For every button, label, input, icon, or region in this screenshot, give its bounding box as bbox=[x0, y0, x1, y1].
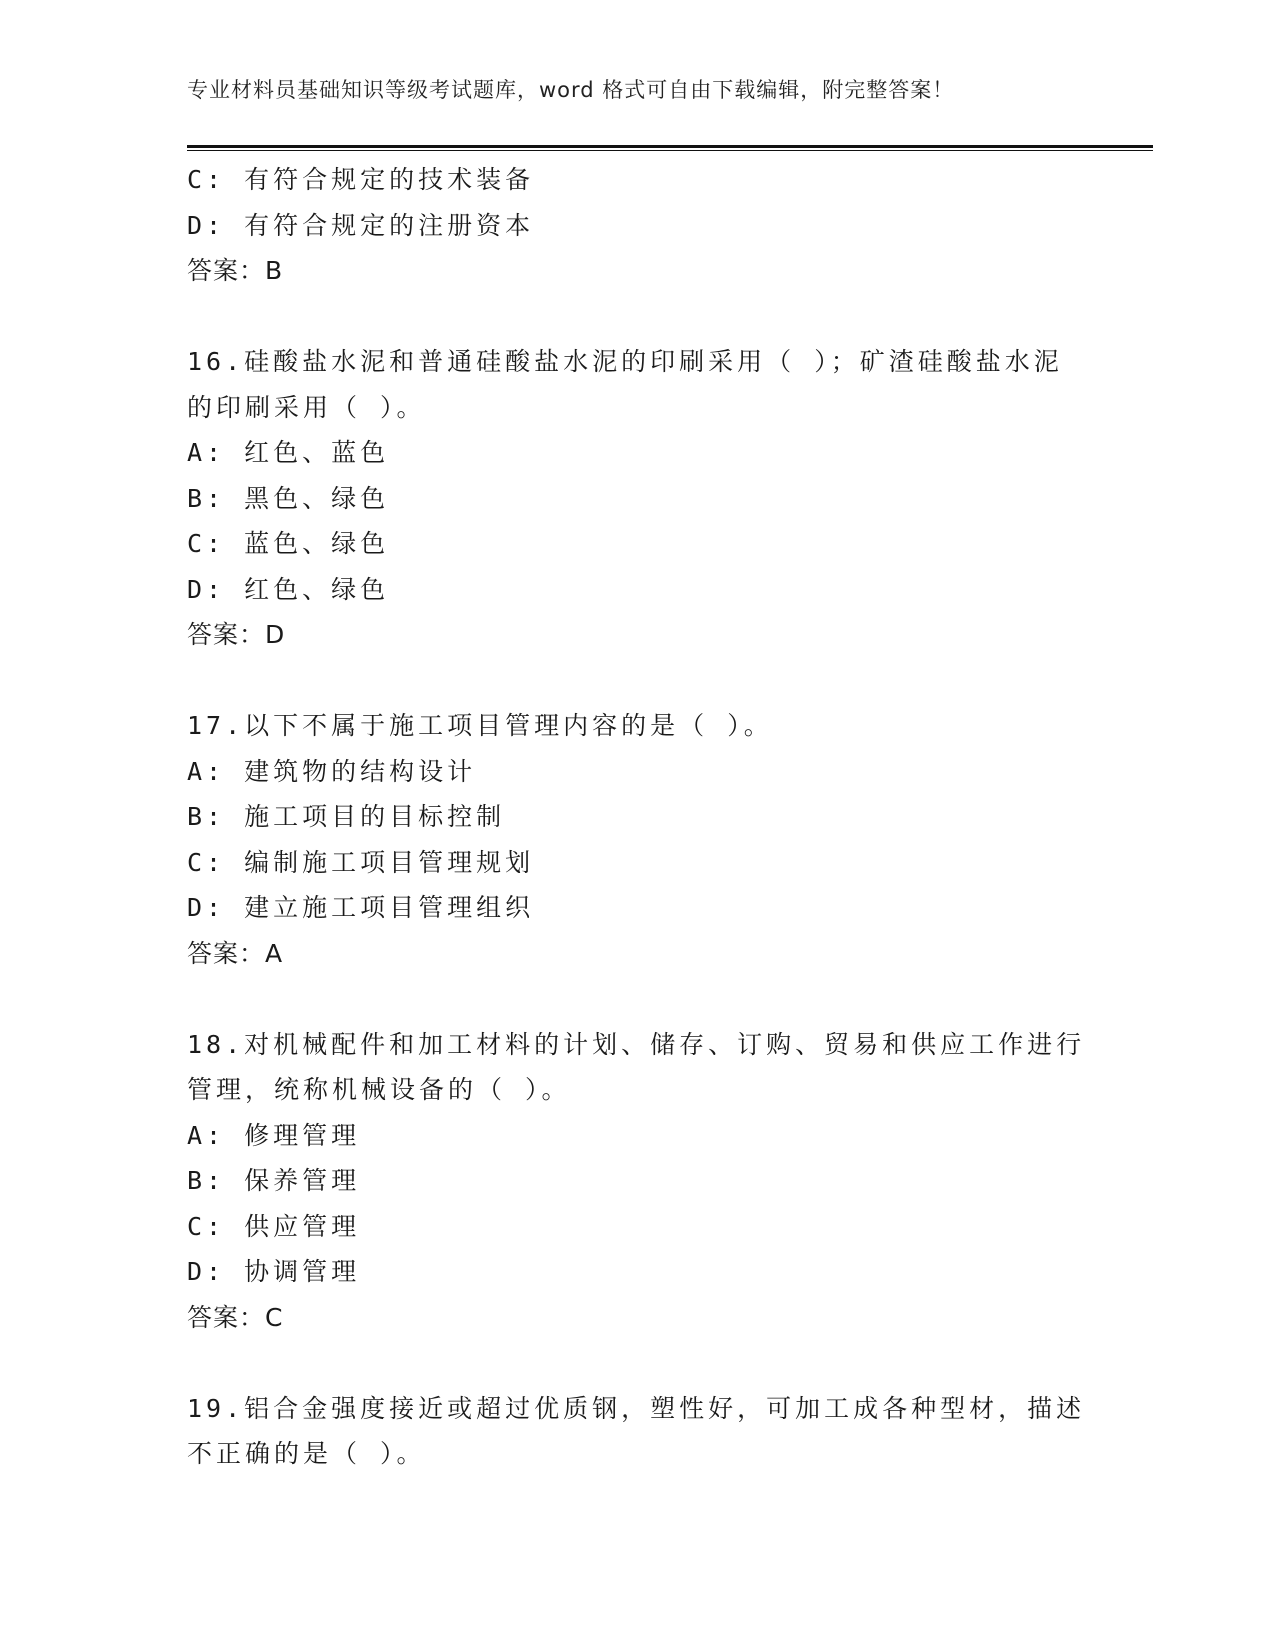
option-b: B: 黑色、绿色 bbox=[187, 483, 390, 513]
header-rule-thick bbox=[187, 145, 1153, 148]
answer-line: 答案：A bbox=[187, 938, 284, 968]
spacer bbox=[187, 658, 1087, 704]
spacer bbox=[187, 1340, 1087, 1386]
option-c: C: 蓝色、绿色 bbox=[187, 529, 390, 558]
option-b: B: 施工项目的目标控制 bbox=[187, 802, 506, 831]
question-stem: 18.对机械配件和加工材料的计划、储存、订购、贸易和供应工作进行 bbox=[187, 1029, 1086, 1059]
answer-line: 答案：D bbox=[187, 620, 286, 649]
question-stem: 不正确的是（ ）。 bbox=[187, 1439, 426, 1468]
question-18 bbox=[187, 1022, 1087, 1341]
question-stem: 管理，统称机械设备的（ ）。 bbox=[187, 1075, 571, 1104]
option-d: D: 协调管理 bbox=[187, 1257, 361, 1286]
spacer bbox=[187, 976, 1087, 1022]
option-d: D: 有符合规定的注册资本 bbox=[187, 210, 535, 240]
question-stem: 19.铝合金强度接近或超过优质钢，塑性好，可加工成各种型材，描述 bbox=[187, 1393, 1086, 1423]
answer-line: 答案：C bbox=[187, 1302, 284, 1332]
option-a: A: 建筑物的结构设计 bbox=[187, 756, 477, 786]
question-stem: 的印刷采用（ ）。 bbox=[187, 392, 426, 422]
question-stem: 16.硅酸盐水泥和普通硅酸盐水泥的印刷采用（ ）；矿渣硅酸盐水泥 bbox=[187, 347, 1063, 376]
header-rule-thin bbox=[187, 150, 1153, 151]
option-a: A: 修理管理 bbox=[187, 1120, 361, 1150]
question-19 bbox=[187, 1386, 1087, 1477]
option-c: C: 供应管理 bbox=[187, 1211, 361, 1241]
question-15-partial bbox=[187, 157, 1087, 294]
spacer bbox=[187, 294, 1087, 340]
question-16 bbox=[187, 339, 1087, 658]
document-content bbox=[187, 157, 1087, 1477]
option-c: C: 编制施工项目管理规划 bbox=[187, 847, 535, 877]
answer-line: 答案：B bbox=[187, 256, 284, 285]
option-c: C: 有符合规定的技术装备 bbox=[187, 165, 535, 194]
question-17 bbox=[187, 703, 1087, 976]
option-d: D: 建立施工项目管理组织 bbox=[187, 893, 535, 922]
option-d: D: 红色、绿色 bbox=[187, 574, 390, 604]
question-stem: 17.以下不属于施工项目管理内容的是（ ）。 bbox=[187, 711, 773, 740]
page-header: 专业材料员基础知识等级考试题库，word 格式可自由下载编辑，附完整答案！ bbox=[187, 78, 955, 102]
option-a: A: 红色、蓝色 bbox=[187, 438, 390, 467]
option-b: B: 保养管理 bbox=[187, 1166, 361, 1195]
